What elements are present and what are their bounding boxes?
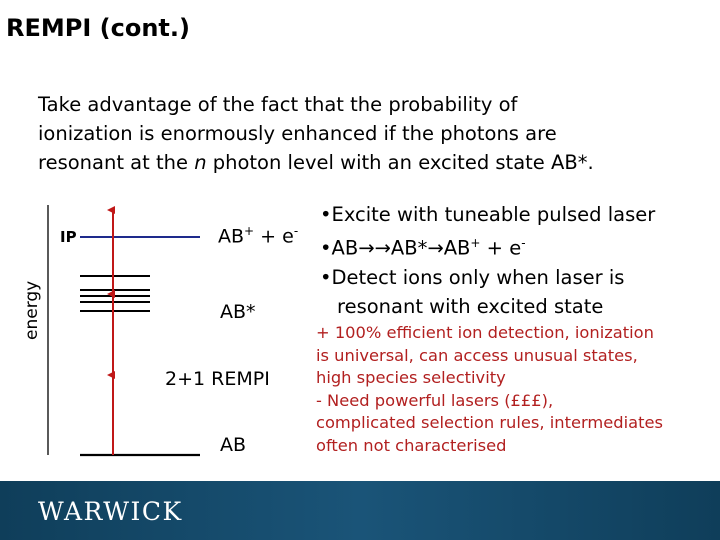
intro-line-3-post: photon level with an excited state AB*. <box>206 151 594 174</box>
ion-state-label <box>218 224 298 247</box>
electron-charge: - <box>293 224 299 238</box>
intro-line-2: ionization is enormously enhanced if the photons are <box>38 122 557 145</box>
bullet-detect: •Detect ions only when laser is <box>320 265 625 289</box>
rempi-method-label: 2+1 REMPI <box>165 368 270 390</box>
bullet-scheme-electron: - <box>521 236 526 250</box>
cons-line-1: - Need powerful lasers (£££), <box>316 390 554 410</box>
bullet-scheme <box>320 229 655 263</box>
bullet-excite: •Excite with tuneable pulsed laser <box>320 203 656 226</box>
ip-label: IP <box>60 228 77 246</box>
bullet-scheme-tail: + e <box>480 236 522 260</box>
energy-axis-label: energy <box>22 280 42 340</box>
bullet-list <box>320 200 655 321</box>
pros-line-1: + 100% efficient ion detection, ionization <box>316 323 654 342</box>
footer-bar <box>0 481 720 540</box>
intro-n-italic: n <box>194 151 207 174</box>
bullet-detect-cont: resonant with excited state <box>337 294 604 318</box>
pros-line-2: is universal, can access unusual states, <box>316 345 638 365</box>
ion-state-text: AB <box>218 225 245 248</box>
cons-line-3: often not characterised <box>316 435 507 455</box>
intro-line-1: Take advantage of the fact that the probability of <box>38 93 518 116</box>
ion-plus-electron: + e <box>254 225 294 248</box>
bullet-scheme-text: •AB→→AB*→AB <box>320 236 471 260</box>
ion-charge: + <box>244 224 255 238</box>
excited-state-label: AB* <box>220 301 256 323</box>
pros-cons <box>316 322 663 457</box>
pros-line-3: high species selectivity <box>316 368 506 387</box>
warwick-logo: WARWICK <box>38 497 183 526</box>
bullet-scheme-charge: + <box>470 236 481 250</box>
cons-line-2: complicated selection rules, intermediates <box>316 413 663 432</box>
intro-line-3-pre: resonant at the <box>38 151 195 174</box>
ground-state-label: AB <box>220 434 247 456</box>
slide-title: REMPI (cont.) <box>6 14 190 42</box>
